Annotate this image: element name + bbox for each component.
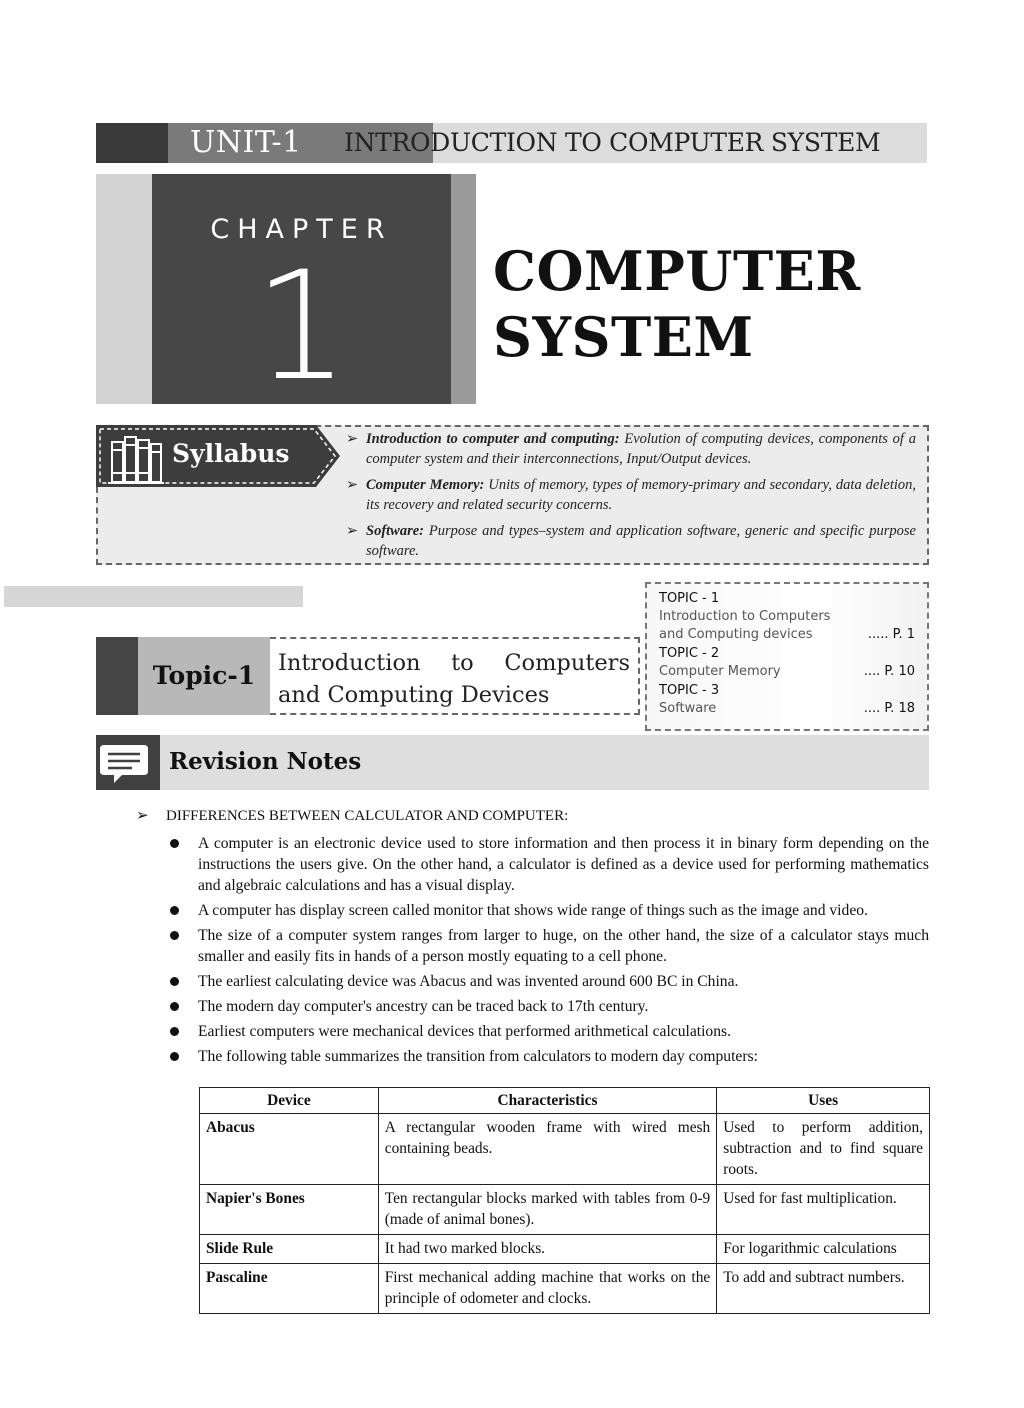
topic-index-heading: TOPIC - 1 (659, 591, 720, 606)
notes-heading-text: DIFFERENCES BETWEEN CALCULATOR AND COMPUTER: (166, 808, 569, 824)
table-row (200, 1185, 930, 1235)
topic-title-line2: and Computing Devices (278, 682, 550, 708)
column-header: Uses (717, 1088, 930, 1114)
chapter-block-stripe (451, 174, 476, 404)
list-item (136, 1046, 929, 1067)
unit-label: UNIT-1 (168, 123, 433, 163)
list-item (136, 833, 929, 896)
topic-index-row (659, 663, 915, 681)
bullet-dot-icon (170, 906, 179, 915)
device-table (199, 1087, 930, 1314)
topic-title-line1: Introduction to Computers (278, 650, 630, 676)
device-cell: Napier's Bones (200, 1185, 379, 1235)
characteristics-cell: It had two marked blocks. (378, 1235, 716, 1264)
table-row (200, 1114, 930, 1185)
bullet-dot-icon (170, 1027, 179, 1036)
list-item (136, 900, 929, 921)
topic-index-box (645, 582, 929, 731)
bullet-dot-icon (170, 931, 179, 940)
table-row (200, 1264, 930, 1314)
syllabus-list (346, 429, 916, 567)
topic-index-heading: TOPIC - 2 (659, 646, 720, 661)
syllabus-item-text: Units of memory, types of memory-primary and secondary, data deletion, its recovery and related security concerns. (366, 477, 917, 513)
arrow-bullet-icon: ➢ (346, 523, 359, 539)
chapter-number: 1 (253, 240, 350, 414)
syllabus-item-text: Evolution of computing devices, components of a computer system and their interconnections, Input/Output devices. (366, 431, 916, 467)
table-header-row (200, 1088, 930, 1114)
list-item-text: The size of a computer system ranges from larger to huge, on the other hand, the size of a calculator stays much smaller and easily fits in hands of a person mostly equating to a cell phone. (198, 927, 929, 965)
topic-index-row (659, 700, 915, 718)
decorative-strip (4, 586, 303, 607)
characteristics-cell: First mechanical adding machine that works on the principle of odometer and clocks. (378, 1264, 716, 1314)
bullet-dot-icon (170, 839, 179, 848)
unit-header (96, 123, 927, 163)
syllabus-item-heading: Computer Memory: (366, 477, 485, 493)
uses-cell: Used to perform addition, subtraction and to find square roots. (717, 1114, 930, 1185)
list-item-text: A computer has display screen called monitor that shows wide range of things such as the image and video. (198, 902, 868, 919)
unit-title: INTRODUCTION TO COMPUTER SYSTEM (344, 128, 881, 157)
bullet-dot-icon (170, 1002, 179, 1011)
list-item (136, 1021, 929, 1042)
syllabus-item-text: Purpose and types–system and application software, generic and specific purpose software. (366, 523, 916, 559)
topic-label: Topic-1 (138, 637, 270, 715)
revision-notes-body (136, 806, 929, 1071)
arrow-bullet-icon: ➢ (346, 431, 359, 447)
list-item (136, 925, 929, 967)
chapter-title-line1: COMPUTER (493, 239, 861, 303)
topic-index-heading: TOPIC - 3 (659, 683, 720, 698)
list-item-text: The following table summarizes the transition from calculators to modern day computers: (198, 1048, 758, 1065)
unit-header-accent (96, 123, 168, 163)
topic-index-row (659, 626, 915, 644)
list-item (136, 971, 929, 992)
device-cell: Slide Rule (200, 1235, 379, 1264)
notes-heading (136, 806, 929, 827)
syllabus-label: Syllabus (172, 439, 290, 468)
topic-index-name: Computer Memory (659, 664, 781, 679)
bullet-dot-icon (170, 977, 179, 986)
topic-index-page: ..... P. 1 (867, 627, 915, 642)
syllabus-item (346, 521, 916, 561)
topic-index-page: .... P. 10 (863, 664, 915, 679)
list-item-text: Earliest computers were mechanical devices that performed arithmetical calculations. (198, 1023, 731, 1040)
arrow-bullet-icon: ➢ (346, 477, 359, 493)
list-item (136, 996, 929, 1017)
list-item-text: The modern day computer's ancestry can be traced back to 17th century. (198, 998, 649, 1015)
topic-index-name: Software (659, 701, 717, 716)
chapter-block (152, 174, 451, 414)
chapter-word: CHAPTER (210, 214, 393, 245)
device-cell: Abacus (200, 1114, 379, 1185)
revision-notes-title: Revision Notes (169, 748, 362, 775)
chapter-title-line2: SYSTEM (493, 305, 754, 369)
uses-cell: Used for fast multiplication. (717, 1185, 930, 1235)
uses-cell: For logarithmic calculations (717, 1235, 930, 1264)
topic-index-name: and Computing devices (659, 627, 813, 642)
uses-cell: To add and subtract numbers. (717, 1264, 930, 1314)
column-header: Device (200, 1088, 379, 1114)
chapter-title (493, 238, 861, 370)
topic-banner-accent (96, 637, 138, 715)
column-header: Characteristics (378, 1088, 716, 1114)
topic-title (270, 637, 640, 715)
syllabus-item (346, 475, 916, 515)
list-item-text: A computer is an electronic device used to store information and then process it in binary form depending on the instructions the users give. On the other hand, a calculator is defined as a device used for performing mathematics and algebraic calculations and has a visual display. (198, 835, 929, 894)
bullet-dot-icon (170, 1052, 179, 1061)
table-row (200, 1235, 930, 1264)
list-item-text: The earliest calculating device was Abacus and was invented around 600 BC in China. (198, 973, 739, 990)
speech-bubble-icon (96, 735, 160, 790)
characteristics-cell: A rectangular wooden frame with wired mesh containing beads. (378, 1114, 716, 1185)
characteristics-cell: Ten rectangular blocks marked with tables from 0-9 (made of animal bones). (378, 1185, 716, 1235)
syllabus-item-heading: Software: (366, 523, 424, 539)
syllabus-item (346, 429, 916, 469)
topic-index-name-line: Introduction to Computers (659, 609, 831, 624)
revision-notes-icon-box (96, 735, 160, 790)
arrow-bullet-icon: ➢ (136, 808, 149, 824)
device-cell: Pascaline (200, 1264, 379, 1314)
topic-index-page: .... P. 18 (863, 701, 915, 716)
syllabus-item-heading: Introduction to computer and computing: (366, 431, 620, 447)
